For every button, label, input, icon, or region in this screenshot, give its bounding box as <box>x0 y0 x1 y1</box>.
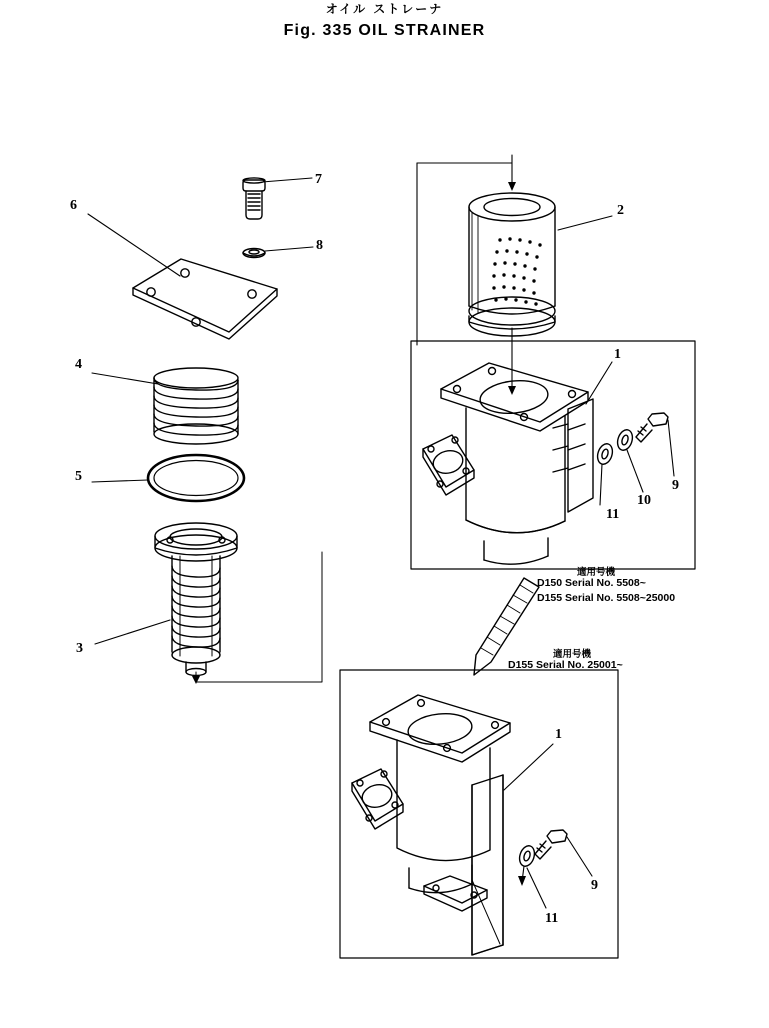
callout-1-lower: 1 <box>555 727 562 742</box>
callout-4: 4 <box>75 357 82 372</box>
callout-6: 6 <box>70 198 77 213</box>
part-9-bolt-lower <box>535 830 567 859</box>
callout-7: 7 <box>315 172 322 187</box>
part-7-bolt <box>243 178 265 219</box>
part-6-cover-plate <box>133 259 277 339</box>
callout-10: 10 <box>637 493 651 508</box>
callout-9-lower: 9 <box>591 878 598 893</box>
callout-1-upper: 1 <box>614 347 621 362</box>
callout-9-upper: 9 <box>672 478 679 493</box>
part-2-element <box>469 193 555 336</box>
part-8-washer <box>243 249 265 258</box>
part-5-o-ring <box>148 455 244 501</box>
callout-5: 5 <box>75 469 82 484</box>
page-title-japanese: オイル ストレーナ <box>325 2 444 16</box>
callout-11-lower: 11 <box>545 911 559 926</box>
part-2-perforations <box>492 237 541 305</box>
page-title: Fig. 335 OIL STRAINER <box>283 22 486 39</box>
part-10-washer-upper <box>615 428 635 452</box>
note-upper-line-2: D155 Serial No. 5508~25000 <box>537 592 676 604</box>
part-9-bolt-upper <box>636 413 668 442</box>
part-3-strainer-assembly <box>155 523 237 676</box>
note-lower-line-1: D155 Serial No. 25001~ <box>508 659 623 671</box>
note-upper-heading: 適用号機 <box>577 567 616 578</box>
note-upper-line-1: D150 Serial No. 5508~ <box>537 577 646 589</box>
callout-3: 3 <box>76 641 83 656</box>
part-11-washer-upper <box>595 442 615 466</box>
part-4-spring <box>154 368 238 444</box>
part-11-washer-lower <box>517 844 537 868</box>
callout-11-upper: 11 <box>606 507 620 522</box>
part-1-body-lower <box>352 695 510 955</box>
part-1-body-upper <box>423 363 593 564</box>
callout-8: 8 <box>316 238 323 253</box>
callout-2: 2 <box>617 203 624 218</box>
note-lower-heading: 適用号機 <box>553 649 592 660</box>
